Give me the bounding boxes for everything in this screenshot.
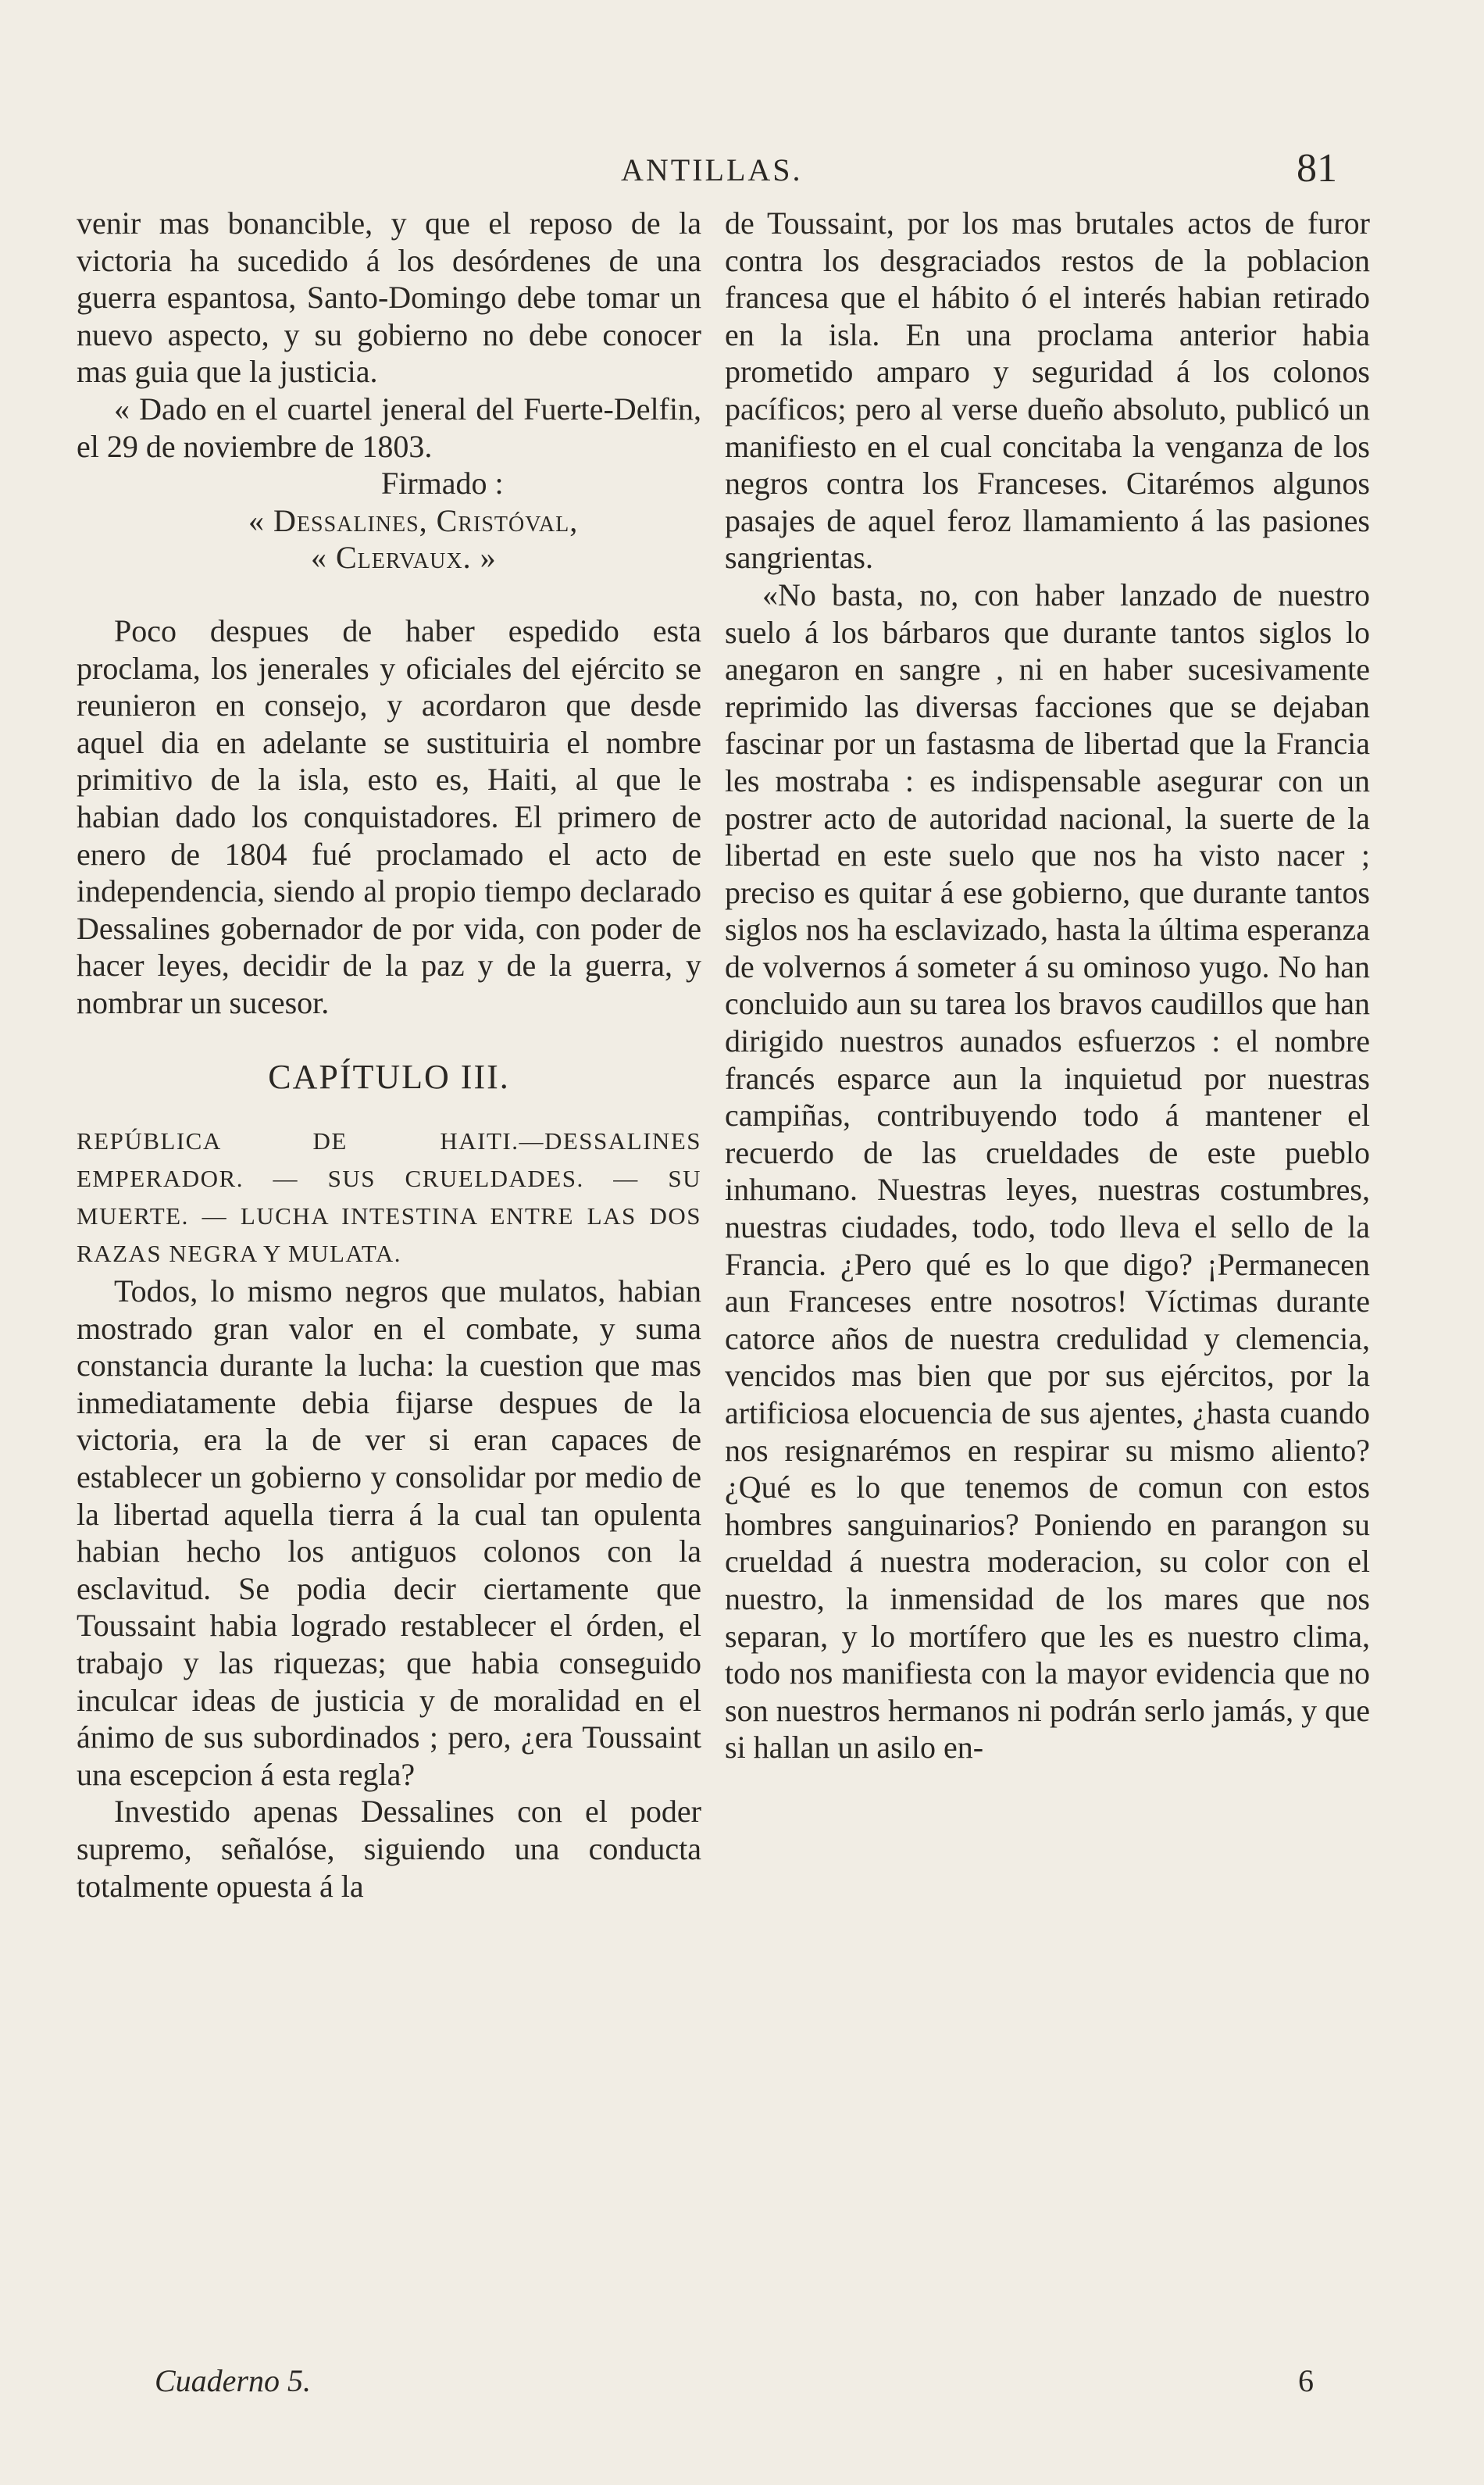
page-footer — [0, 2362, 1484, 2409]
paragraph-proclamation-end: venir mas bonancible, y que el reposo de la victoria ha sucedido á los desórdenes de una guerra espantosa, Santo-Domingo debe tomar un nuevo aspecto, y su gobierno no debe conocer mas guia que la justicia. — [77, 205, 701, 390]
paragraph-todos: Todos, lo mismo negros que mulatos, habian mostrado gran valor en el combate, y suma constancia durante la lucha: la cuestion que mas inmediatamente debia fijarse despues de la victoria, era la de ver si eran capaces de establecer un gobierno y consolidar por medio de la libertad aquella tierra á la cual tan opulenta habian hecho los antiguos colonos con la esclavitud. Se podia decir ciertamente que Toussaint habia logrado restablecer el órden, el trabajo y las riquezas; que habia conseguido inculcar ideas de justicia y de moralidad en el ánimo de sus subordinados ; pero, ¿era Toussaint una escepcion á esta regla? — [77, 1273, 701, 1792]
running-head: ANTILLAS. — [621, 152, 803, 187]
paragraph-toussaint-acts: de Toussaint, por los mas brutales actos de furor contra los desgraciados restos de la poblacion francesa que el hábito ó el interés habian retirado en la isla. En una proclama anterior habia prometido amparo y seguridad á los colonos pacíficos; pero al verse dueño absoluto, publicó un manifiesto en el cual concitaba la venganza de los negros contra los Franceses. Citarémos algunos pasajes de aquel feroz llamamiento á las pasiones sangrientas. — [725, 205, 1370, 576]
right-column — [725, 205, 1370, 1766]
signatories-line-2: « Clervaux. » — [311, 540, 497, 576]
left-column — [77, 205, 701, 1905]
firmado-label: Firmado : — [381, 466, 504, 502]
signatories-line-1: « Dessalines, Cristóval, — [248, 502, 579, 538]
chapter-title: CAPÍTULO III. — [268, 1058, 510, 1097]
paragraph-investido: Investido apenas Dessalines con el poder supremo, señalóse, siguiendo una conducta totalmente opuesta á la — [77, 1794, 701, 1904]
gathering-signature: Cuaderno 5. — [155, 2363, 311, 2398]
sheet-number: 6 — [1298, 2363, 1314, 2398]
spacer — [77, 577, 701, 612]
chapter-summary: REPÚBLICA DE HAITI.—DESSALINES EMPERADOR. — SUS CRUELDADES. — SU MUERTE. — LUCHA INTESTINA ENTRE LAS DOS RAZAS NEGRA Y MULATA. — [77, 1127, 701, 1268]
paragraph-dated: « Dado en el cuartel jeneral del Fuerte-Delfin, el 29 de noviembre de 1803. — [77, 391, 701, 464]
page-number: 81 — [1297, 146, 1337, 191]
page-header — [0, 147, 1484, 194]
paragraph-manifesto-quote: «No basta, no, con haber lanzado de nuestro suelo á los bárbaros que durante tantos siglos lo anegaron en sangre , ni en haber sucesivamente reprimido las diversas facciones que se dejaban fascinar por un fastasma de libertad que la Francia les mostraba : es indispensable asegurar con un postrer acto de autoridad nacional, la suerte de la libertad en este suelo que nos ha visto nacer ; preciso es quitar á ese gobierno, que durante tantos siglos nos ha esclavizado, hasta la última esperanza de volvernos á someter á su ominoso yugo. No han concluido aun su tarea los bravos caudillos que han dirigido nuestros aunados esfuerzos : el nombre francés esparce aun la inquietud por nuestras campiñas, contribuyendo todo á mantener el recuerdo de las crueldades de este pueblo inhumano. Nuestras leyes, nuestras costumbres, nuestras ciudades, todo, todo lleva el sello de la Francia. ¿Pero qué es lo que digo? ¡Permanecen aun Franceses entre nosotros! Víctimas durante catorce años de nuestra credulidad y clemencia, vencidos mas bien que por sus ejércitos, por la artificiosa elocuencia de sus ajentes, ¿hasta cuando nos resignarémos en respirar su mismo aliento? ¿Qué es lo que tenemos de comun con estos hombres sanguinarios? Poniendo en parangon su crueldad á nuestra moderacion, su color con el nuestro, la inmensidad de los mares que nos separan, y lo mortífero que les es nuestro clima, todo nos manifiesta con la mayor evidencia que no son nuestros hermanos ni podrán serlo jamás, y que si hallan un asilo en- — [725, 577, 1370, 1766]
paragraph-independence: Poco despues de haber espedido esta proclama, los jenerales y oficiales del ejército se reunieron en consejo, y acordaron que desde aquel dia en adelante se sustituiria el nombre primitivo de la isla, esto es, Haiti, al que le habian dado los conquistadores. El primero de enero de 1804 fué proclamado el acto de independencia, siendo al propio tiempo declarado Dessalines gobernador de por vida, con poder de hacer leyes, decidir de la paz y de la guerra, y nombrar un sucesor. — [77, 612, 701, 1020]
